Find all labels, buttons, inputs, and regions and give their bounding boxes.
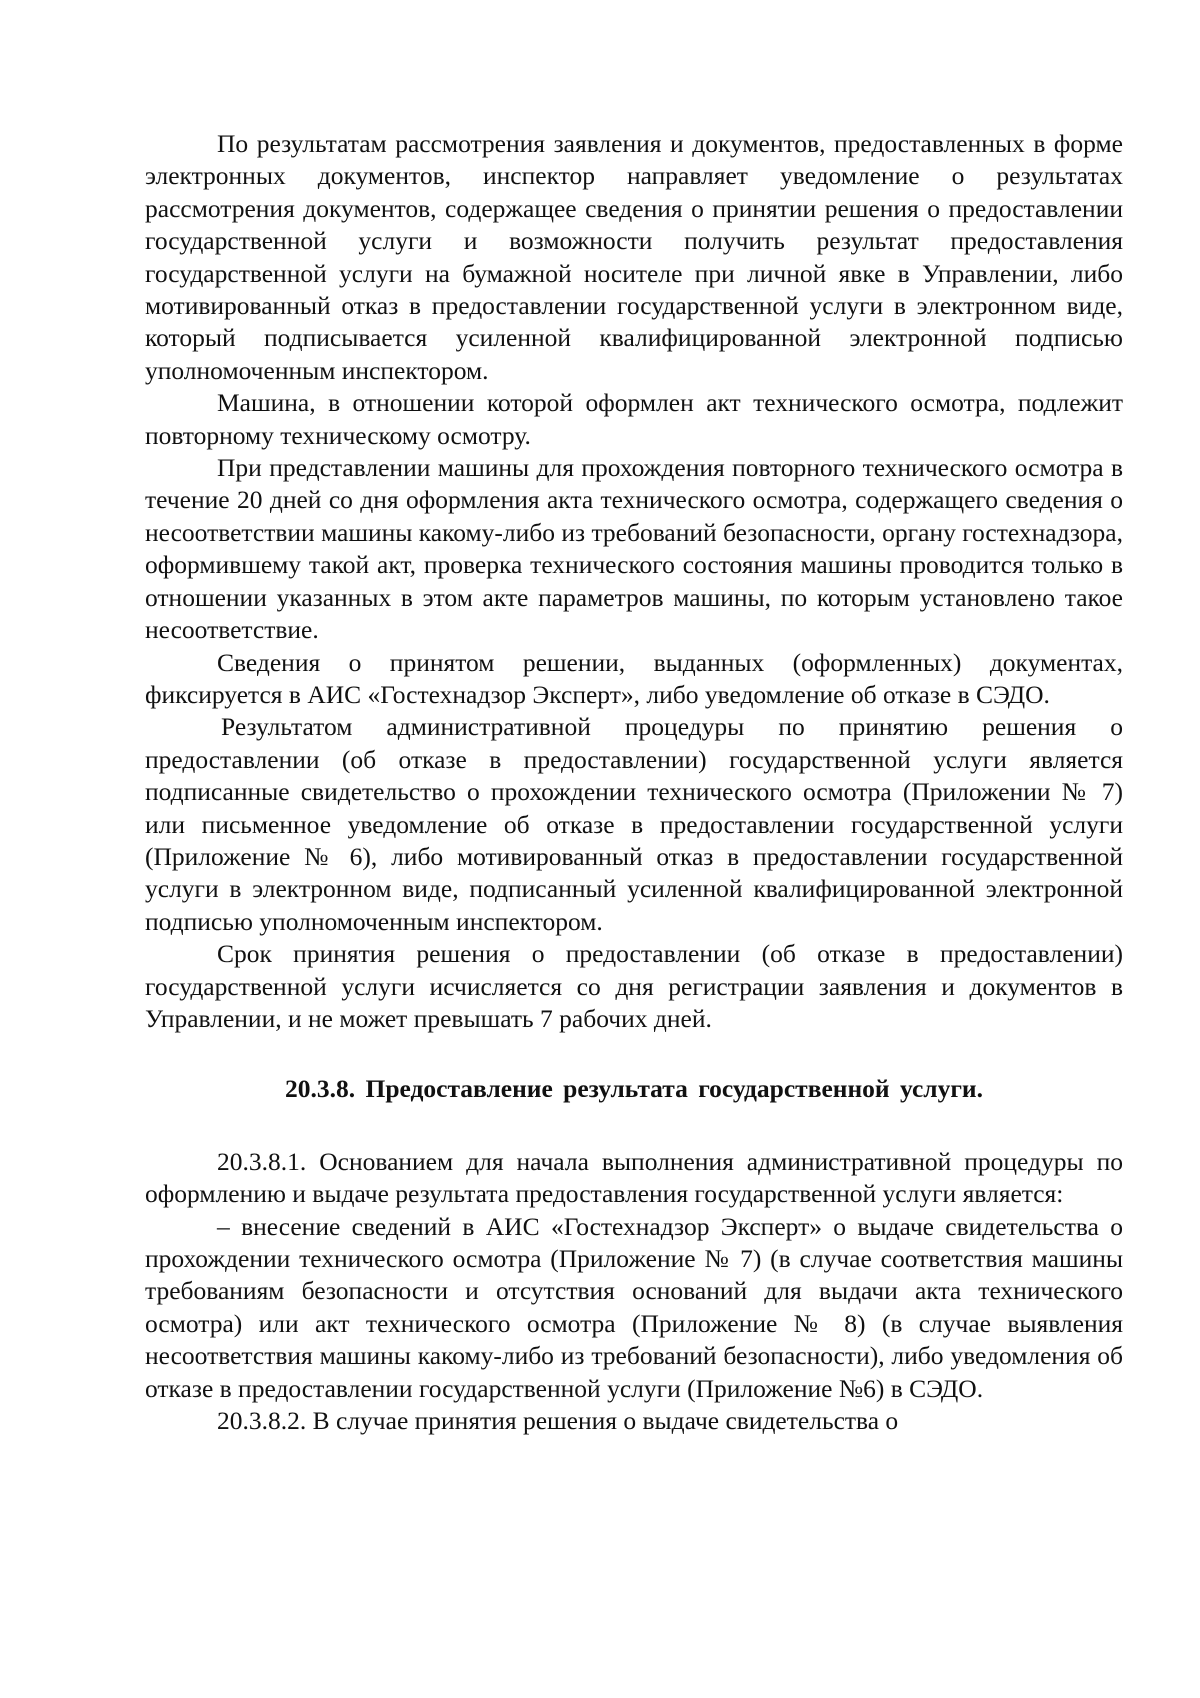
paragraph-list-item-ais-entry: – внесение сведений в АИС «Гостехнадзор Эксперт» о выдаче свидетельства о прохождении технического осмотра (Приложение № 7) (в случае соответствия машины требованиям безопасности и отсутствия оснований для выдачи акта технического осмотра) или акт технического осмотра (Приложение № 8) (в случае выявления несоответствия машины какому-либо из требований безопасности), либо уведомления об отказе в предоставлении государственной услуги (Приложение №6) в СЭДО. <box>145 1211 1123 1403</box>
paragraph-repeat-inspection-20-days: При представлении машины для прохождения повторного технического осмотра в течение 20 дней со дня оформления акта технического осмотра, содержащего сведения о несоответствии машины какому-либо из требований безопасности, органу гостехнадзора, оформившему такой акт, проверка технического состояния машины проводится только в отношении указанных в этом акте параметров машины, по которым установлено такое несоответствие. <box>145 453 1123 645</box>
paragraph-20-3-8-2: 20.3.8.2. В случае принятия решения о выдаче свидетельства о <box>217 1406 899 1436</box>
document-page <box>145 128 1123 1437</box>
section-heading: 20.3.8. Предоставление результата государственной услуги. <box>284 1074 983 1104</box>
paragraph-electronic-review-result: По результатам рассмотрения заявления и документов, предоставленных в форме электронных документов, инспектор направляет уведомление о результатах рассмотрения документов, содержащее сведения о принятии решения о предоставлении государственной услуги и возможности получить результат предоставления государственной услуги на бумажной носителе при личной явке в Управлении, либо мотивированный отказ в предоставлении государственной услуги в электронном виде, который подписывается усиленной квалифицированной электронной подписью уполномоченным инспектором. <box>145 129 1123 385</box>
paragraph-repeat-inspection: Машина, в отношении которой оформлен акт технического осмотра, подлежит повторному техническому осмотру. <box>145 388 1123 450</box>
paragraph-decision-recorded: Сведения о принятом решении, выданных (оформленных) документах, фиксируется в АИС «Гостехнадзор Эксперт», либо уведомление об отказе в СЭДО. <box>145 647 1123 709</box>
paragraph-procedure-result: Результатом административной процедуры по принятию решения о предоставлении (об отказе в предоставлении) государственной услуги является подписанные свидетельство о прохождении технического осмотра (Приложении № 7) или письменное уведомление об отказе в предоставлении государственной услуги (Приложение № 6), либо мотивированный отказ в предоставлении государственной услуги в электронном виде, подписанный усиленной квалифицированной электронной подписью уполномоченным инспектором. <box>145 712 1123 936</box>
paragraph-20-3-8-1: 20.3.8.1. Основанием для начала выполнения административной процедуры по оформлению и выдаче результата предоставления государственной услуги является: <box>145 1146 1123 1209</box>
paragraph-decision-deadline: Срок принятия решения о предоставлении (об отказе в предоставлении) государственной услуги исчисляется со дня регистрации заявления и документов в Управлении, и не может превышать 7 рабочих дней. <box>145 939 1123 1033</box>
